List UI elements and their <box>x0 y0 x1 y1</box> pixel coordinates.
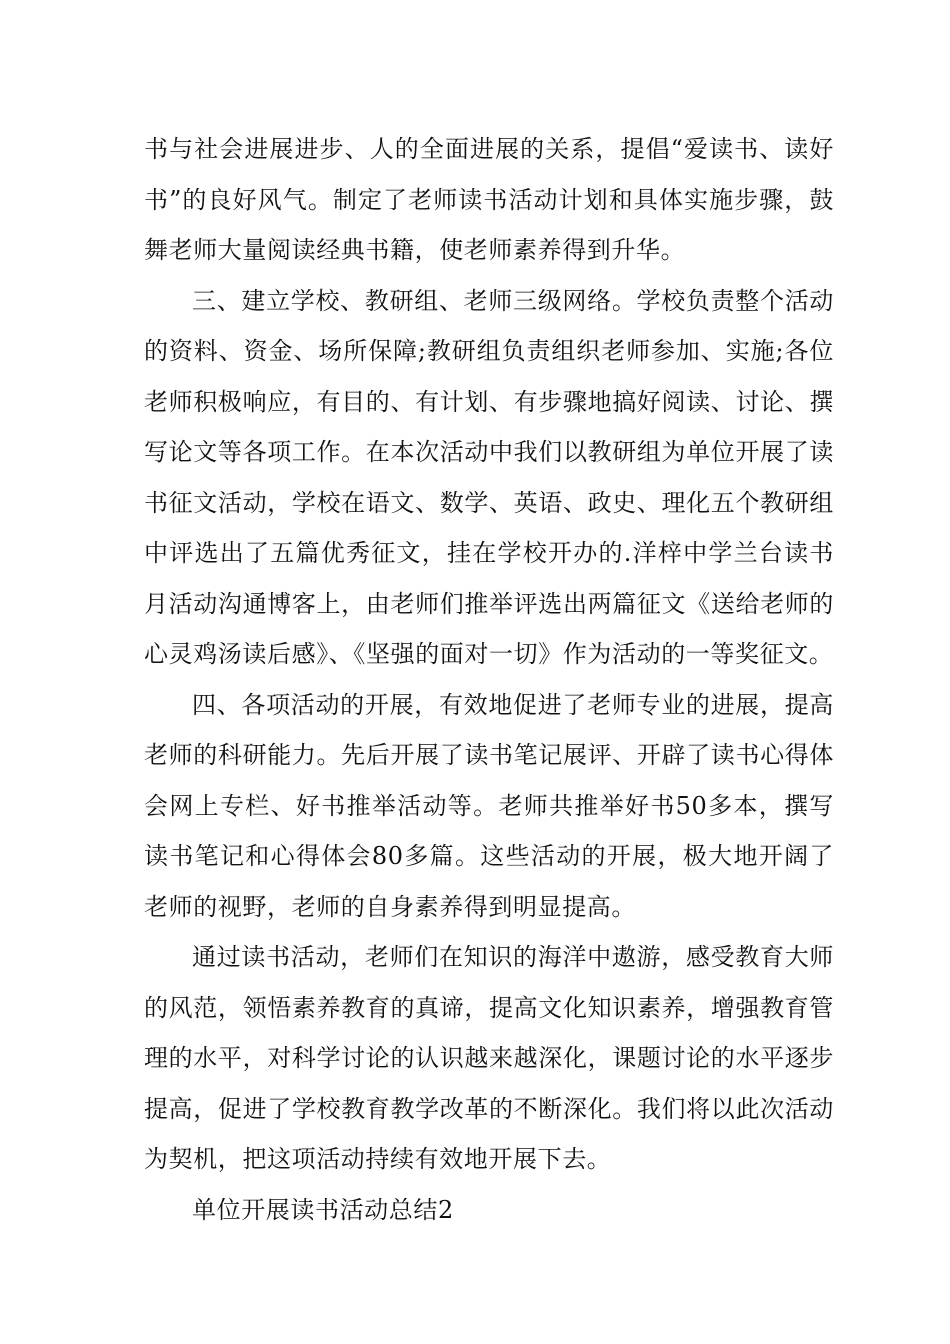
paragraph-conclusion: 通过读书活动，老师们在知识的海洋中遨游，感受教育大师的风范，领悟素养教育的真谛，提高文化知识素养，增强教育管理的水平，对科学讨论的认识越来越深化，课题讨论的水平逐步提高，促进了学校教育教学改革的不断深化。我们将以此次活动为契机，把这项活动持续有效地开展下去。 <box>144 943 834 1173</box>
paragraph-section-four: 四、各项活动的开展，有效地促进了老师专业的进展，提高老师的科研能力。先后开展了读书笔记展评、开辟了读书心得体会网上专栏、好书推举活动等。老师共推举好书50多本，撰写读书笔记和心得体会80多篇。这些活动的开展，极大地开阔了老师的视野，老师的自身素养得到明显提高。 <box>144 690 834 921</box>
paragraph-section-three: 三、建立学校、教研组、老师三级网络。学校负责整个活动的资料、资金、场所保障;教研组负责组织老师参加、实施;各位老师积极响应，有目的、有计划、有步骤地搞好阅读、讨论、撰写论文等各项工作。在本次活动中我们以教研组为单位开展了读书征文活动，学校在语文、数学、英语、政史、理化五个教研组中评选出了五篇优秀征文，挂在学校开办的.洋梓中学兰台读书月活动沟通博客上，由老师们推举评选出两篇征文《送给老师的心灵鸡汤读后感》、《坚强的面对一切》作为活动的一等奖征文。 <box>144 286 834 668</box>
paragraph-continuation: 书与社会进展进步、人的全面进展的关系，提倡“爱读书、读好书”的良好风气。制定了老师读书活动计划和具体实施步骤，鼓舞老师大量阅读经典书籍，使老师素养得到升华。 <box>144 135 834 264</box>
section-heading: 单位开展读书活动总结2 <box>192 1195 454 1224</box>
document-body <box>144 124 834 1235</box>
